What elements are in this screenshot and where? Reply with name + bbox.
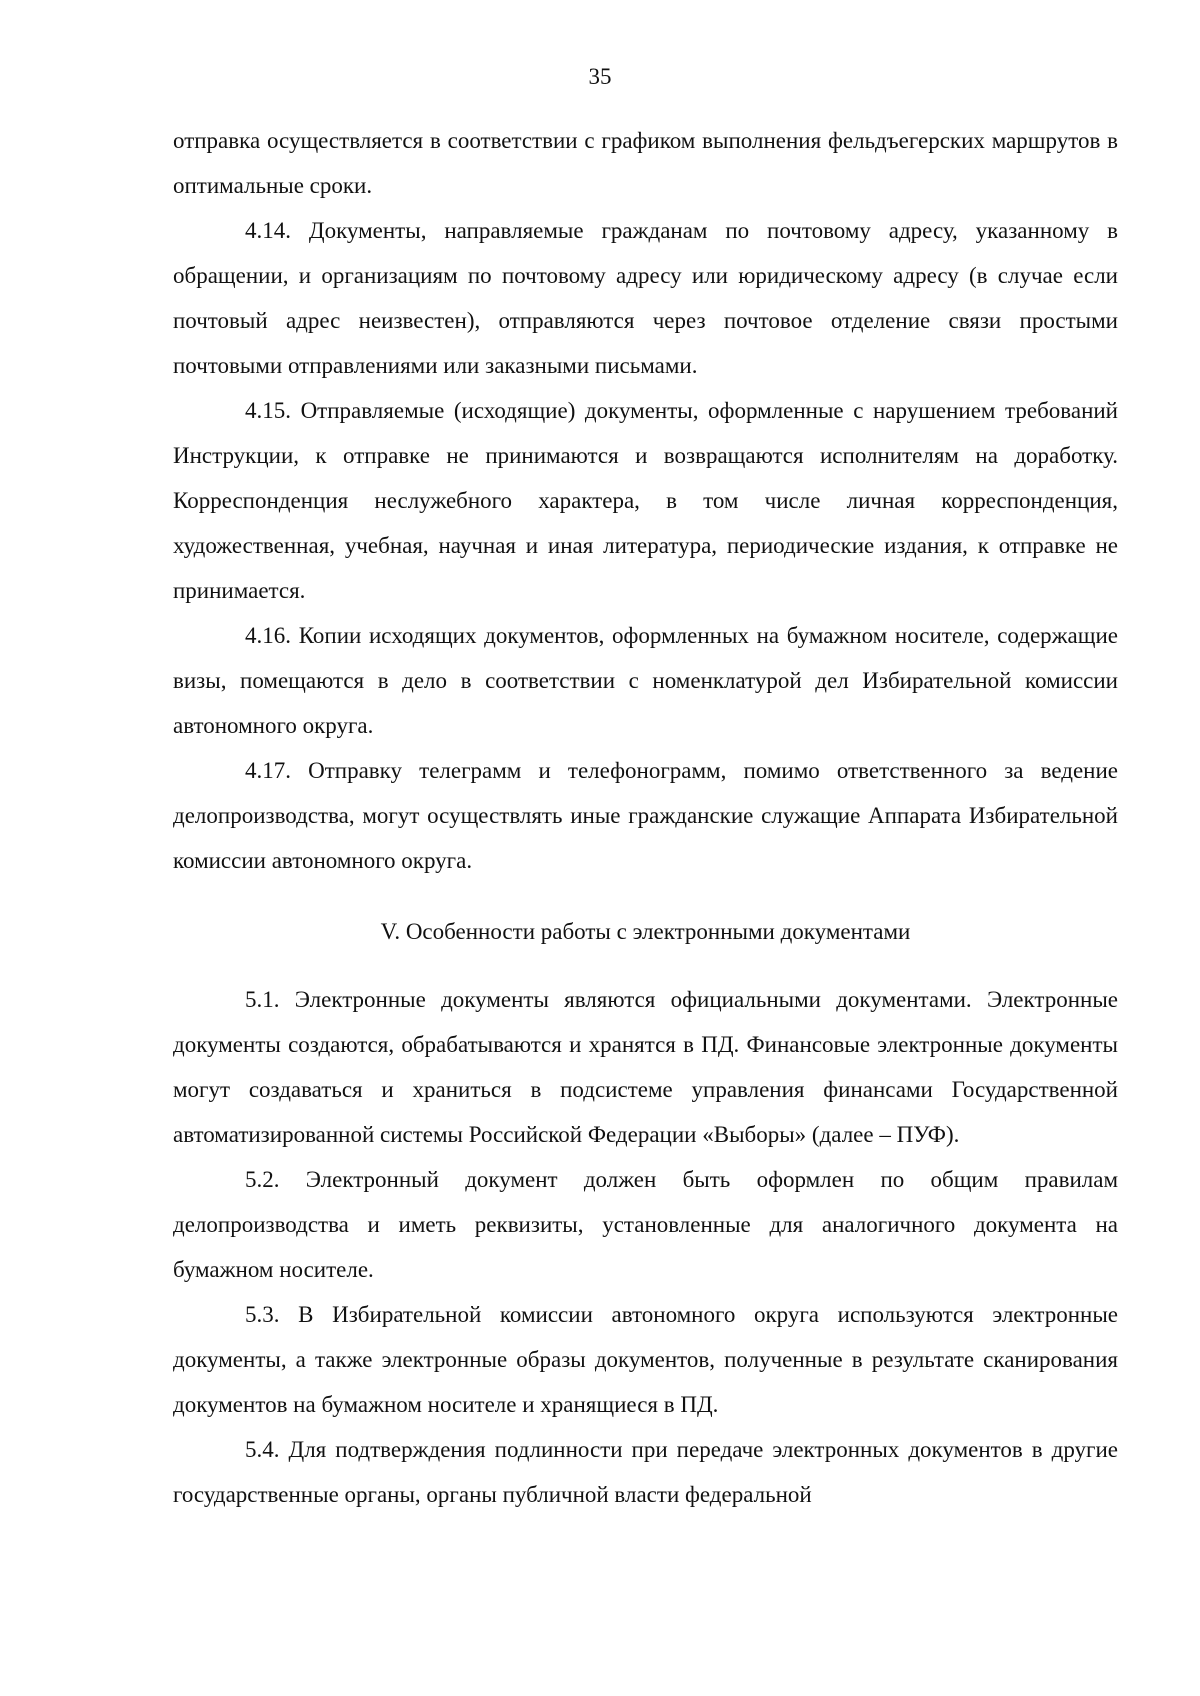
paragraph-4-14: 4.14. Документы, направляемые гражданам по почтовому адресу, указанному в обращении, и организациям по почтовому адресу или юридическому адресу (в случае если почтовый адрес неизвестен), отправляются через почтовое отделение связи простыми почтовыми отправлениями или заказными письмами. [173,218,1118,378]
paragraph-4-15: 4.15. Отправляемые (исходящие) документы, оформленные с нарушением требований Инструкции, к отправке не принимаются и возвращаются исполнителям на доработку. Корреспонденция неслужебного характера, в том числе личная корреспонденция, художественная, учебная, научная и иная литература, периодические издания, к отправке не принимается. [173,398,1118,603]
paragraph-5-4: 5.4. Для подтверждения подлинности при передаче электронных документов в другие государственные органы, органы публичной власти федеральной [173,1437,1118,1507]
paragraph-continuation: отправка осуществляется в соответствии с графиком выполнения фельдъегерских маршрутов в оптимальные сроки. [173,128,1118,198]
paragraph-4-17: 4.17. Отправку телеграмм и телефонограмм, помимо ответственного за ведение делопроизводства, могут осуществлять иные гражданские служащие Аппарата Избирательной комиссии автономного округа. [173,758,1118,873]
paragraph-4-16: 4.16. Копии исходящих документов, оформленных на бумажном носителе, содержащие визы, помещаются в дело в соответствии с номенклатурой дел Избирательной комиссии автономного округа. [173,623,1118,738]
paragraph-5-1: 5.1. Электронные документы являются официальными документами. Электронные документы создаются, обрабатываются и хранятся в ПД. Финансовые электронные документы могут создаваться и храниться в подсистеме управления финансами Государственной автоматизированной системы Российской Федерации «Выборы» (далее – ПУФ). [173,987,1118,1147]
paragraph-5-2: 5.2. Электронный документ должен быть оформлен по общим правилам делопроизводства и иметь реквизиты, установленные для аналогичного документа на бумажном носителе. [173,1167,1118,1282]
page-number: 35 [588,64,612,89]
paragraph-5-3: 5.3. В Избирательной комиссии автономного округа используются электронные документы, а также электронные образы документов, полученные в результате сканирования документов на бумажном носителе и хранящиеся в ПД. [173,1302,1118,1417]
section-heading: V. Особенности работы с электронными документами [380,919,911,944]
document-body [173,118,1118,1517]
